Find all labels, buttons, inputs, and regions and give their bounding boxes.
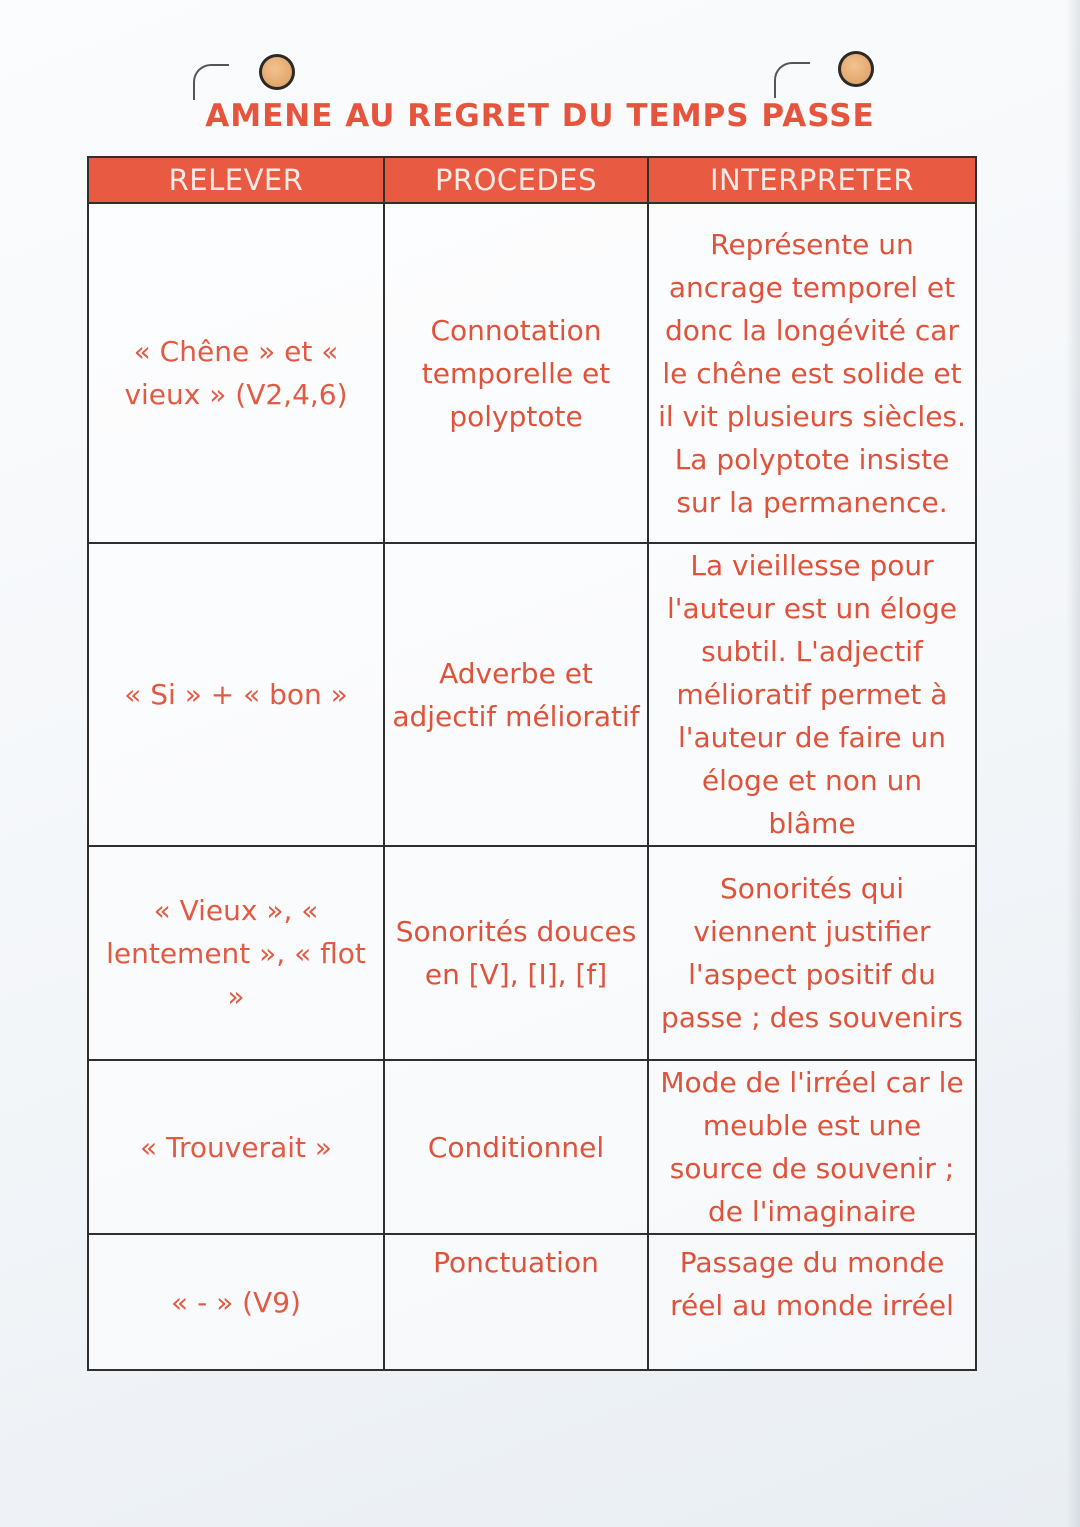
table-header-row xyxy=(88,157,976,203)
card-edge-shadow xyxy=(1066,0,1080,1527)
punch-hole-right xyxy=(838,51,874,87)
analysis-table xyxy=(87,156,977,1371)
cell-procedes: Conditionnel xyxy=(384,1060,648,1234)
page-title: AMENE AU REGRET DU TEMPS PASSE xyxy=(205,98,875,134)
ring-arc-left xyxy=(193,64,229,100)
table-row xyxy=(88,543,976,846)
cell-relever: « - » (V9) xyxy=(88,1234,384,1370)
cell-procedes: Connotation temporelle et polyptote xyxy=(384,203,648,543)
cell-interpreter: Passage du monde réel au monde irréel xyxy=(648,1234,976,1370)
ring-arc-right xyxy=(774,62,810,98)
cell-relever: « Trouverait » xyxy=(88,1060,384,1234)
cell-procedes: Adverbe et adjectif mélioratif xyxy=(384,543,648,846)
table-row xyxy=(88,1234,976,1370)
table-row xyxy=(88,846,976,1060)
punch-hole-left xyxy=(259,54,295,90)
cell-interpreter: Sonorités qui viennent justifier l'aspect positif du passe ; des souvenirs xyxy=(648,846,976,1060)
cell-procedes: Sonorités douces en [V], [I], [f] xyxy=(384,846,648,1060)
header-relever: RELEVER xyxy=(88,157,384,203)
cell-interpreter: La vieillesse pour l'auteur est un éloge subtil. L'adjectif mélioratif permet à l'auteur de faire un éloge et non un blâme xyxy=(648,543,976,846)
cell-procedes: Ponctuation xyxy=(384,1234,648,1370)
cell-relever: « Si » + « bon » xyxy=(88,543,384,846)
table-row xyxy=(88,203,976,543)
table-row xyxy=(88,1060,976,1234)
cell-relever: « Vieux », « lentement », « flot » xyxy=(88,846,384,1060)
header-interpreter: INTERPRETER xyxy=(648,157,976,203)
cell-interpreter: Représente un ancrage temporel et donc la longévité car le chêne est solide et il vit plusieurs siècles. La polyptote insiste sur la permanence. xyxy=(648,203,976,543)
header-procedes: PROCEDES xyxy=(384,157,648,203)
cell-relever: « Chêne » et « vieux » (V2,4,6) xyxy=(88,203,384,543)
cell-interpreter: Mode de l'irréel car le meuble est une source de souvenir ; de l'imaginaire xyxy=(648,1060,976,1234)
